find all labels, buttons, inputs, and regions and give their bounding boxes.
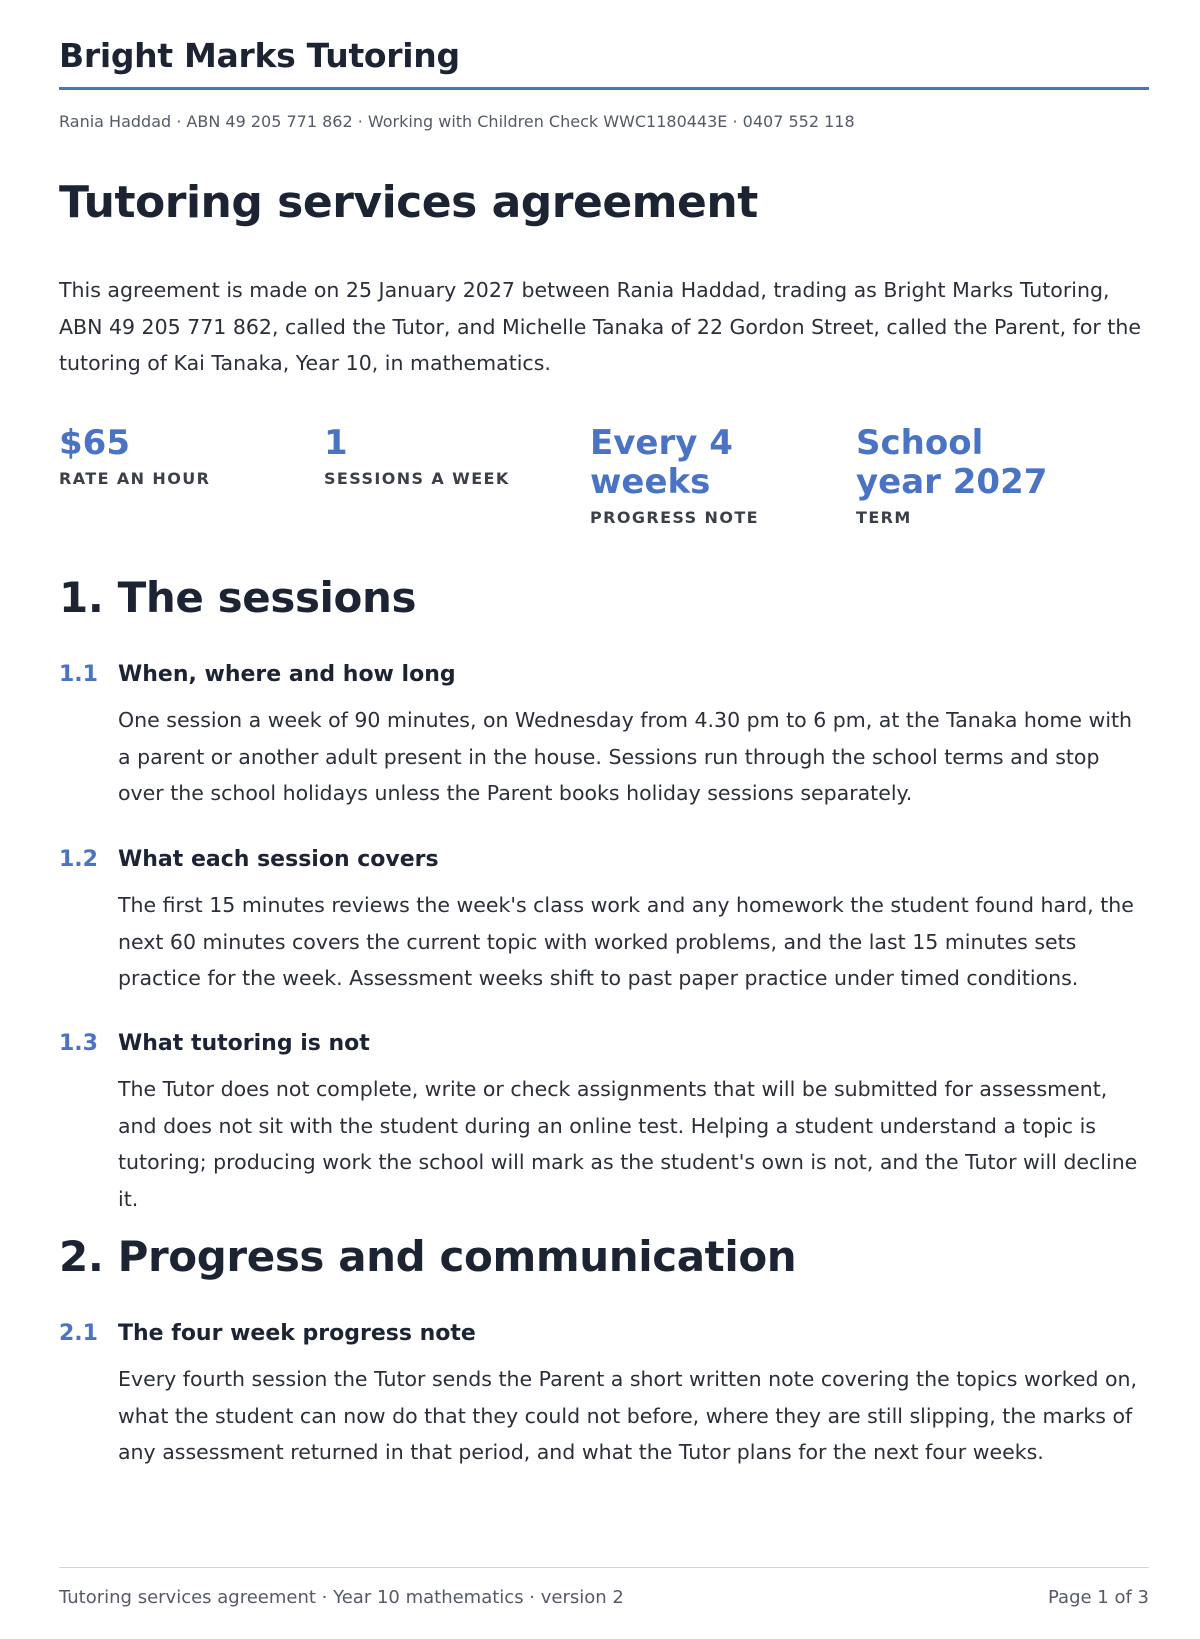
kpi-progress-note [590,424,850,527]
kpi-term [856,424,1076,527]
kpi-value: $65 [59,423,130,463]
document-title: Tutoring services agreement [59,177,758,228]
footer-document-info: Tutoring services agreement · Year 10 mathematics · version 2 [59,1587,624,1608]
clause-heading: When, where and how long [118,662,456,687]
clause-heading: The four week progress note [118,1321,476,1346]
section-heading: 1. The sessions [59,573,417,622]
section-heading: 2. Progress and communication [59,1232,797,1281]
clause-body: Every fourth session the Tutor sends the Parent a short written note covering the topics worked on, what the student can now do that they could not before, where they are still slipping, the marks of any assessment returned in that period, and what the Tutor plans for the next four weeks. [118,1367,1138,1464]
clause-body: The Tutor does not complete, write or check assignments that will be submitted for assessment, and does not sit with the student during an online test. Helping a student understand a topic is tutoring; producing work the school will mark as the student's own is not, and the Tutor will decline it. [118,1077,1138,1211]
clause-body: One session a week of 90 minutes, on Wednesday from 4.30 pm to 6 pm, at the Tanaka home with a parent or another adult present in the house. Sessions run through the school terms and stop over the school holidays unless the Parent books holiday sessions separately. [118,708,1133,805]
clause-number: 2.1 [59,1321,98,1346]
clause-number: 1.1 [59,662,98,687]
contact-line: Rania Haddad · ABN 49 205 771 862 · Working with Children Check WWC1180443E · 0407 552 118 [59,112,855,131]
kpi-value: Every 4 weeks [590,423,733,502]
clause-body: The first 15 minutes reviews the week's class work and any homework the student found hard, the next 60 minutes covers the current topic with worked problems, and the last 15 minutes sets practice for the week. Assessment weeks shift to past paper practice under timed conditions. [118,893,1134,990]
kpi-value: 1 [324,423,348,463]
document-page [59,0,1149,1639]
brand-name: Bright Marks Tutoring [59,36,460,75]
clause-heading: What tutoring is not [118,1031,370,1056]
clause-number: 1.3 [59,1031,98,1056]
clause-number: 1.2 [59,847,98,872]
brand-divider [59,87,1149,90]
intro-paragraph: This agreement is made on 25 January 2027 between Rania Haddad, trading as Bright Marks Tutoring, ABN 49 205 771 862, called the Tutor, and Michelle Tanaka of 22 Gordon Street, called the Parent, for the tutoring of Kai Tanaka, Year 10, in mathematics. [59,278,1141,375]
kpi-label: SESSIONS A WEEK [324,469,510,488]
page-number: Page 1 of 3 [1048,1587,1149,1608]
kpi-rate [59,424,319,488]
kpi-sessions [324,424,584,488]
kpi-label: PROGRESS NOTE [590,508,759,527]
kpi-value: School year 2027 [856,423,1048,502]
clause-heading: What each session covers [118,847,439,872]
kpi-label: RATE AN HOUR [59,469,211,488]
kpi-label: TERM [856,508,912,527]
footer-divider [59,1567,1149,1568]
